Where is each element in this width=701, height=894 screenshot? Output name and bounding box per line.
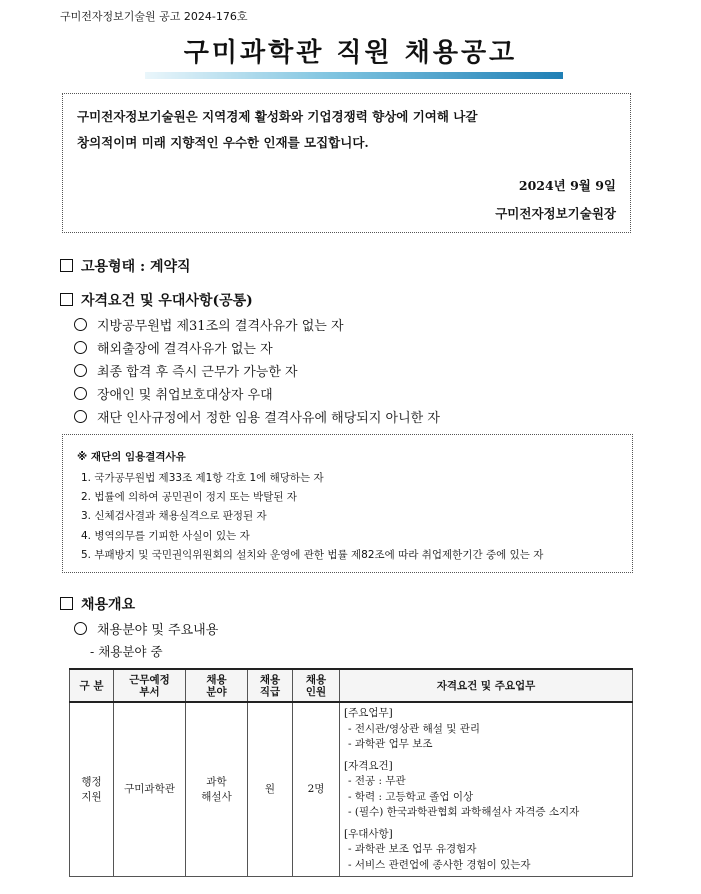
header-category: 구 분 [70, 669, 114, 702]
overview-sub: - 채용분야 중 [90, 644, 163, 659]
disqualification-title: ※ 재단의 임용결격사유 [77, 451, 186, 463]
page-title: 구미과학관 직원 채용공고 [183, 38, 518, 68]
preferences-heading: [우대사항] [344, 827, 393, 840]
table-header-row [70, 669, 633, 702]
circle-bullet-icon [74, 364, 87, 377]
section-heading: 고용형태 : 계약직 [81, 259, 191, 275]
list-item: 5. 부패방지 및 국민권익위원회의 설치와 운영에 관한 법률 제82조에 따라 취업제한기간 중에 있는 자 [81, 548, 544, 561]
circle-bullet-icon [74, 341, 87, 354]
section-overview [60, 594, 135, 614]
circle-bullet-icon [74, 318, 87, 331]
cell-department: 구미과학관 [114, 702, 186, 877]
header-requirements: 자격요건 및 주요업무 [340, 669, 633, 702]
cell-category: 행정 지원 [70, 702, 114, 877]
list-item: 1. 국가공무원법 제33조 제1항 각호 1에 해당하는 자 [81, 472, 324, 484]
header-count: 채용 인원 [293, 669, 340, 702]
intro-org: 구미전자정보기술원장 [495, 206, 616, 221]
circle-bullet-icon [74, 387, 87, 400]
cell-details [340, 702, 633, 877]
table-row [70, 702, 633, 877]
intro-date: 2024년 9월 9일 [518, 178, 616, 193]
qualification-item: 해외출장에 결격사유가 없는 자 [74, 338, 273, 357]
requirements-heading: [자격요건] [344, 759, 393, 772]
qualification-item: 지방공무원법 제31조의 결격사유가 없는 자 [74, 315, 344, 334]
requirement-item: - 학력 : 고등학교 졸업 이상 [348, 790, 474, 803]
list-item: 4. 병역의무를 기피한 사실이 있는 자 [81, 529, 250, 542]
section-heading: 자격요건 및 우대사항(공통) [81, 293, 253, 309]
disqualification-box [62, 434, 633, 573]
cell-count: 2명 [293, 702, 340, 877]
recruitment-table [69, 668, 633, 877]
cell-field: 과학 해설사 [186, 702, 248, 877]
title-underline-bar [145, 72, 563, 79]
list-item: 3. 신체검사결과 채용실격으로 판정된 자 [81, 510, 267, 523]
qualification-item: 장애인 및 취업보호대상자 우대 [74, 384, 273, 403]
requirement-item: - 전공 : 무관 [348, 775, 406, 787]
intro-box [62, 93, 631, 233]
header-department: 근무예정 부서 [114, 669, 186, 702]
intro-line-1: 구미전자정보기술원은 지역경제 활성화와 기업경쟁력 향상에 기여해 나갈 [77, 109, 478, 124]
qualification-item: 재단 인사규정에서 정한 임용 결격사유에 해당되지 아니한 자 [74, 407, 440, 426]
duties-heading: [주요업무] [344, 707, 393, 719]
circle-bullet-icon [74, 410, 87, 423]
preference-item: - 서비스 관련업에 종사한 경험이 있는자 [348, 858, 531, 871]
preference-item: - 과학관 보조 업무 유경험자 [348, 843, 477, 855]
section-heading: 채용개요 [81, 597, 136, 613]
square-bullet-icon [60, 259, 73, 272]
cell-grade: 원 [248, 702, 293, 877]
square-bullet-icon [60, 597, 73, 610]
intro-text [77, 104, 477, 156]
duty-item: - 과학관 업무 보조 [348, 738, 433, 750]
section-qualifications [60, 290, 253, 310]
circle-bullet-icon [74, 622, 87, 635]
header-grade: 채용 직급 [248, 669, 293, 702]
header-field: 채용 분야 [186, 669, 248, 702]
intro-line-2: 창의적이며 미래 지향적인 우수한 인재를 모집합니다. [77, 135, 369, 150]
requirement-item: - (필수) 한국과학관협회 과학해설사 자격증 소지자 [348, 806, 580, 818]
document-number: 구미전자정보기술원 공고 2024-176호 [60, 10, 248, 23]
list-item: 2. 법률에 의하여 공민권이 정지 또는 박탈된 자 [81, 491, 297, 504]
qualification-item: 최종 합격 후 즉시 근무가 가능한 자 [74, 361, 298, 380]
disqualification-list [81, 469, 543, 565]
duty-item: - 전시관/영상관 해설 및 관리 [348, 722, 481, 735]
overview-item: 채용분야 및 주요내용 [74, 619, 218, 638]
square-bullet-icon [60, 293, 73, 306]
section-employment-type [60, 256, 191, 276]
